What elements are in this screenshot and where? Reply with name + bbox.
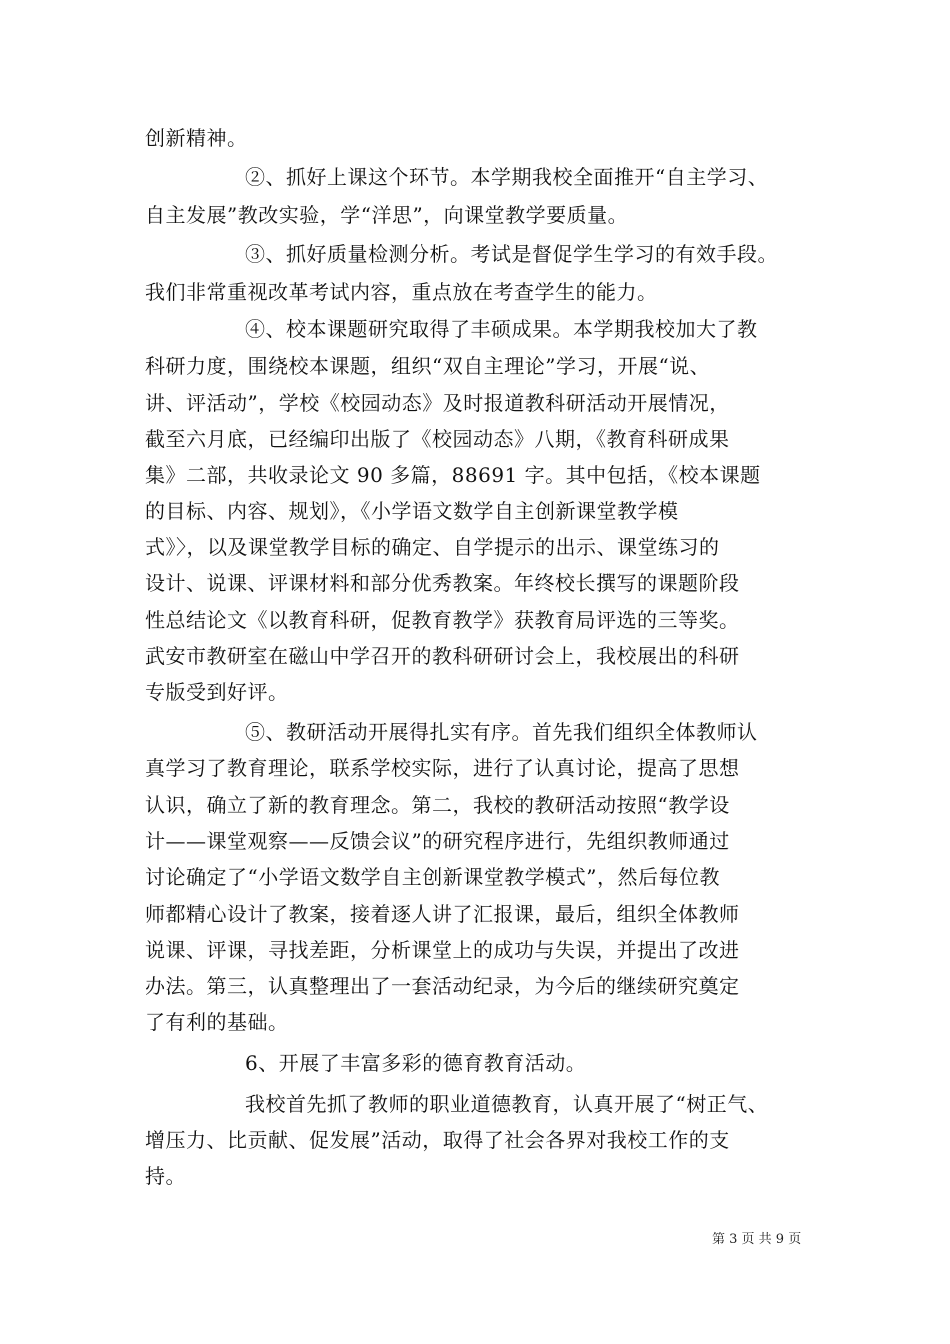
text-line: 集》二部，共收录论文 90 多篇，88691 字。其中包括，《校本课题 xyxy=(145,463,761,487)
text-line: 真学习了教育理论，联系学校实际，进行了认真讨论，提高了思想 xyxy=(145,756,740,780)
text-line: 师都精心设计了教案，接着逐人讲了汇报课，最后，组织全体教师 xyxy=(145,902,740,926)
text-line: 增压力、比贡献、促发展”活动，取得了社会各界对我校工作的支 xyxy=(145,1128,730,1152)
section-heading: 6、开展了丰富多彩的德育教育活动。 xyxy=(245,1051,587,1075)
text-line: 创新精神。 xyxy=(145,126,248,150)
text-line: 认识，确立了新的教育理念。第二，我校的教研活动按照“教学设 xyxy=(145,793,730,817)
text-line: 式》〉，以及课堂教学目标的确定、自学提示的出示、课堂练习的 xyxy=(145,535,720,559)
text-line: 讨论确定了“小学语文数学自主创新课堂教学模式”，然后每位教 xyxy=(145,865,720,889)
paragraph-start: ⑤、教研活动开展得扎实有序。首先我们组织全体教师认 xyxy=(245,720,758,744)
text-line: 性总结论文《以教育科研，促教育教学》获教育局评选的三等奖。 xyxy=(145,608,740,632)
text-line: 武安市教研室在磁山中学召开的教科研研讨会上，我校展出的科研 xyxy=(145,644,740,668)
text-line: 截至六月底，已经编印出版了《校园动态》八期，《教育科研成果 xyxy=(145,427,730,451)
text-line: 设计、说课、评课材料和部分优秀教案。年终校长撰写的课题阶段 xyxy=(145,571,740,595)
text-line: 计——课堂观察——反馈会议”的研究程序进行，先组织教师通过 xyxy=(145,829,730,853)
text-line: 持。 xyxy=(145,1164,186,1188)
paragraph-start: ②、抓好上课这个环节。本学期我校全面推开“自主学习、 xyxy=(245,165,769,189)
text-line: 科研力度，围绕校本课题，组织“双自主理论”学习，开展“说、 xyxy=(145,354,711,378)
page-number: 第 3 页 共 9 页 xyxy=(712,1232,802,1247)
paragraph-start: ③、抓好质量检测分析。考试是督促学生学习的有效手段。 xyxy=(245,242,778,266)
text-line: 说课、评课，寻找差距，分析课堂上的成功与失误，并提出了改进 xyxy=(145,938,740,962)
text-line: 办法。第三，认真整理出了一套活动纪录，为今后的继续研究奠定 xyxy=(145,974,740,998)
text-line: 的目标、内容、规划》，《小学语文数学自主创新课堂教学模 xyxy=(145,499,679,523)
text-line: 自主发展”教改实验，学“洋思”，向课堂教学要质量。 xyxy=(145,203,629,227)
text-line: 我们非常重视改革考试内容，重点放在考查学生的能力。 xyxy=(145,280,658,304)
text-line: 了有利的基础。 xyxy=(145,1010,289,1034)
paragraph-start: 我校首先抓了教师的职业道德教育，认真开展了“树正气、 xyxy=(245,1092,769,1116)
text-line: 专版受到好评。 xyxy=(145,680,289,704)
paragraph-start: ④、校本课题研究取得了丰硕成果。本学期我校加大了教 xyxy=(245,317,758,341)
text-line: 讲、评活动”，学校《校园动态》及时报道教科研活动开展情况， xyxy=(145,391,730,415)
